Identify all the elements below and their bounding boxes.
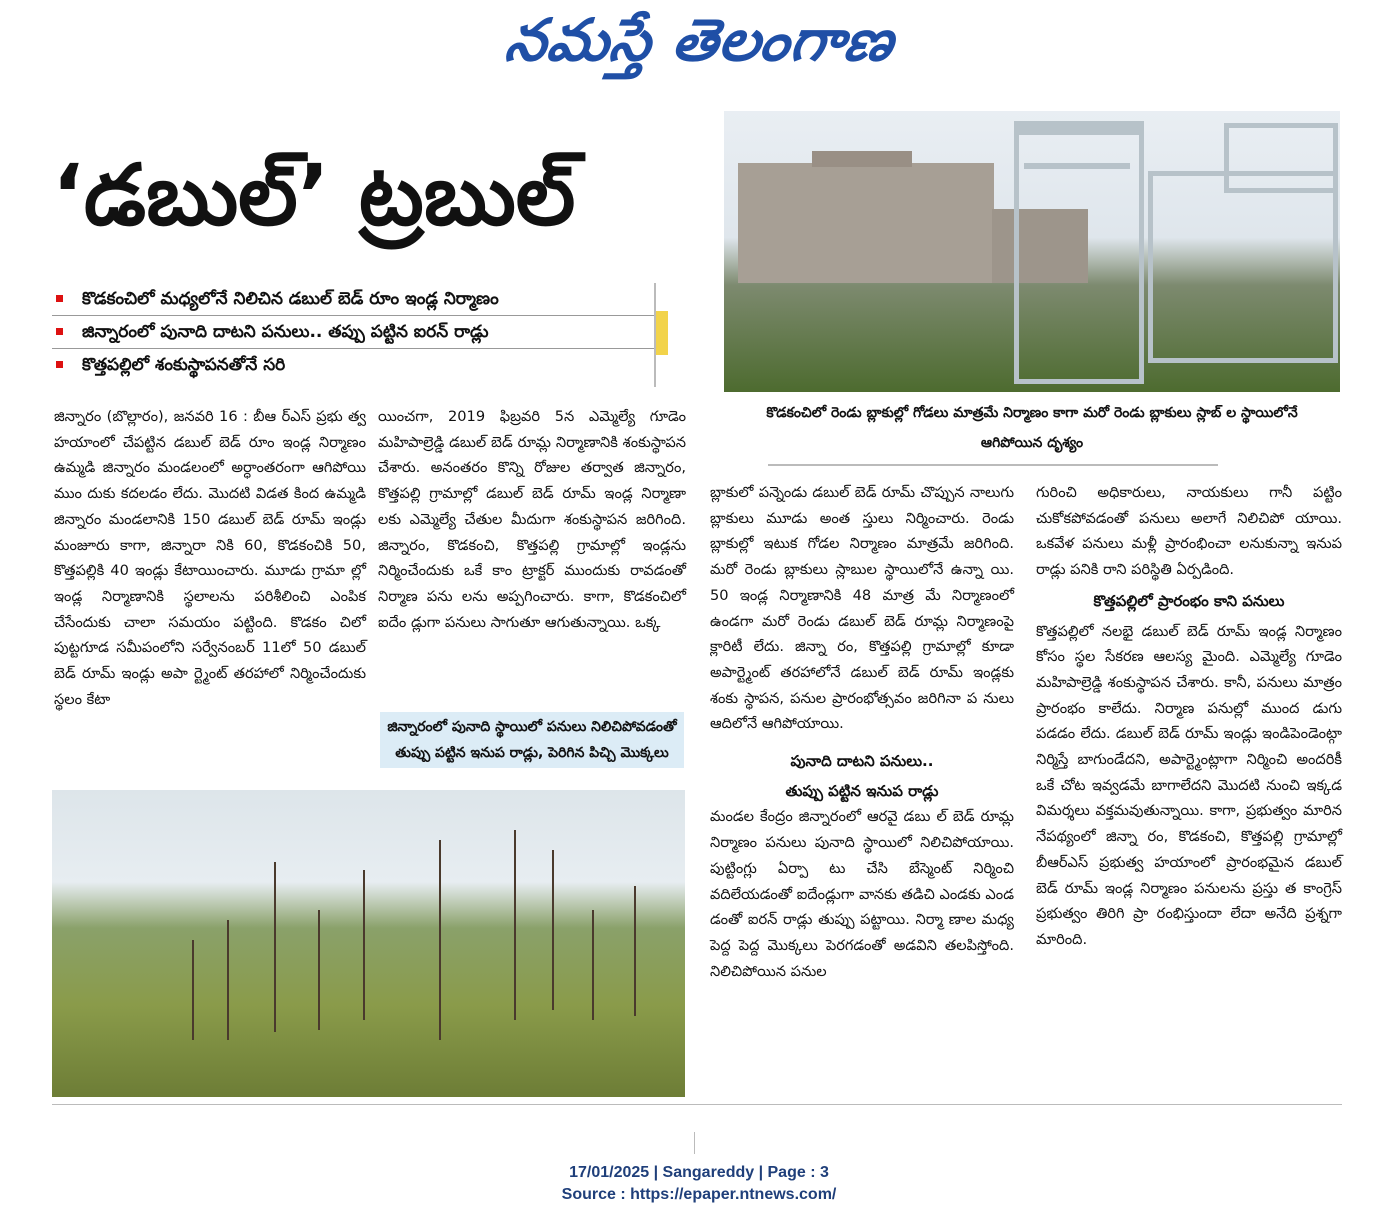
- article-column-4: గురించి అధికారులు, నాయకులు గానీ పట్టిం చుకోకపోవడంతో పనులు అలాగే నిలిచిపో యాయి. ఒకవేళ పనులు మళ్లీ ప్రారంభించా లనుకున్నా ఇనుప రాడ్లు పనికి రాని పరిస్థితి ఏర్పడింది. కొత్తపల్లిలో ప్రారంభం కాని పనులు కొత్తపల్లిలో నలభై డబుల్ బెడ్ రూమ్ ఇండ్ల నిర్మాణం కోసం స్థల సేకరణ ఆలస్య మైంది. ఎమ్మెల్యే గూడెం మహిపాల్రెడ్డి శంకుస్థాపన చేశారు. కానీ, పనులు మాత్రం ప్రారంభం కాలేదు. నిర్మాణ పనుల్లో ముంద డుగు పడడం లేదు. డబుల్ బెడ్ రూమ్ ఇండ్లు ఇండిపెండెంట్గా నిర్మిస్తే బాగుండేదని, అపార్ట్మెంట్లాగా నిర్మించి అందరికీ ఒకే చోట ఇవ్వడమే బాగాలేదని మొదటి నుంచి ఇక్కడ విమర్శలు వక్తమవుతున్నాయి. కాగా, ప్రభుత్వం మారిన నేపథ్యంలో జిన్నా రం, కొడకంచి, కొత్తపల్లి గ్రామాల్లో బీఆర్ఎస్ ప్రభుత్వ హయాంలో ప్రారంభమైన డబుల్ బెడ్ రూమ్ ఇండ్ల నిర్మాణం పనులను ప్రస్తు త కాంగ్రెస్ ప్రభుత్వం తిరిగి ప్రా రంభిస్తుందా లేదా అనేది ప్రశ్నగా మారింది.: [1036, 484, 1342, 948]
- bullet-accent-bar: [656, 311, 668, 355]
- section-subhead: తుప్పు పట్టిన ఇనుప రాడ్లు: [785, 781, 939, 800]
- article-column-3: బ్లాకులో పన్నెండు డబుల్ బెడ్ రూమ్ చొప్పున నాలుగు బ్లాకులు మూడు అంత స్తులు నిర్మించారు. రెండు బ్లాకుల్లో ఇటుక గోడల నిర్మాణం మాత్రమే జరిగింది. మరో రెండు బ్లాకులు స్లాబుల స్థాయిలోనే ఉన్నా యి. 50 ఇండ్ల నిర్మాణానికి 48 మాత్ర మే నిర్మాణంలో ఉండగా మరో రెండు డబుల్ బెడ్ రూమ్ల నిర్మాణంపై క్లారిటీ లేదు. జిన్నా రం, కొత్తపల్లి గ్రామాల్లో కూడా అపార్ట్మెంట్ తరహాలోనే డబుల్ బెడ్ రూమ్ ఇండ్లకు శంకు స్థాపన, పనుల ప్రారంభోత్సవం జరిగినా ప నులు ఆదిలోనే ఆగిపోయాయి. పునాది దాటని పనులు.. తుప్పు పట్టిన ఇనుప రాడ్లు మండల కేంద్రం జిన్నారంలో ఆరవై డబు ల్ బెడ్ రూమ్ల నిర్మాణం పనులు పునాది స్థాయిలో నిలిచిపోయాయి. పుట్టింగ్లు ఏర్పా టు చేసి బేస్మెంట్ నిర్మించి వదిలేయడంతో ఐదేండ్లుగా వానకు తడిచి ఎండకు ఎండ డంతో ఐరన్ రాడ్లు తుప్పు పట్టాయి. నిర్మా ణాల మధ్య పెద్ద పెద్ద మొక్కలు పెరగడంతో అడవిని తలపిస్తోంది. నిలిచిపోయిన పనుల: [710, 484, 1014, 980]
- page-footer: [0, 1162, 1398, 1206]
- photo-mid-caption: జిన్నారంలో పునాది స్థాయిలో పనులు నిలిచిపోవడంతో తుప్పు పట్టిన ఇనుప రాడ్లు, పెరిగిన పిచ్చి మొక్కలు: [380, 712, 684, 768]
- footer-source-line: Source : https://epaper.ntnews.com/: [561, 1186, 837, 1203]
- section-subhead: కొత్తపల్లిలో ప్రారంభం కాని పనులు: [1093, 591, 1285, 610]
- article-column-1: జిన్నారం (బొల్లారం), జనవరి 16 : బీఆ ర్ఎస్ ప్రభు త్వ హయాంలో చేపట్టిన డబుల్ బెడ్ రూం ఇండ్ల నిర్మాణం ఉమ్మడి జిన్నారం మండలంలో అర్ధాంతరంగా ఆగిపోయి ముం దుకు కదలడం లేదు. మొదటి విడత కింద ఉమ్మడి జిన్నారం మండలానికి 150 డబుల్ బెడ్ రూమ్ ఇండ్లు మంజూరు కాగా, జిన్నారా నికి 60, కొడకంచికి 50, కొత్తపల్లికి 40 ఇండ్లు కేటాయించారు. మూడు గ్రామా ల్లో ఇండ్ల నిర్మాణానికి స్థలాలను పరిశీలించి ఎంపిక చేసేందుకు చాలా సమయం పట్టింది. కొడకం చిలో పుట్టగూడ సమీపంలోని సర్వేనంబర్ 11లో 50 డబుల్ బెడ్ రూమ్ ఇండ్లు అపా ర్ట్మెంట్ తరహాలో నిర్మించేందుకు స్థలం కేటా: [54, 408, 366, 708]
- section-subhead: పునాది దాటని పనులు..: [790, 752, 934, 771]
- page-bottom-rule: [52, 1104, 1342, 1105]
- masthead: [0, 0, 1398, 88]
- newspaper-logo: నమస్తే తెలంగాణ: [501, 6, 899, 74]
- photo-kodakanchi-buildings: [724, 111, 1340, 392]
- article-headline: ‘డబుల్’ ట్రబుల్: [52, 146, 576, 244]
- bullet-square-icon: [56, 295, 63, 302]
- bullet-item: కొత్తపల్లిలో శంకుస్థాపనతోనే సరి: [52, 349, 654, 381]
- bullet-square-icon: [56, 361, 63, 368]
- photo-jinnaram-rusted-rods: [52, 790, 685, 1097]
- column-divider: [768, 464, 1218, 466]
- bullet-item: జిన్నారంలో పునాది దాటని పనులు.. తప్పు పట్టిన ఐరన్ రాడ్లు: [52, 316, 654, 349]
- column-divider: [694, 1132, 695, 1154]
- bullet-item: కొడకంచిలో మధ్యలోనే నిలిచిన డబుల్ బెడ్ రూం ఇండ్ల నిర్మాణం: [52, 283, 654, 316]
- photo-top-caption: కొడకంచిలో రెండు బ్లాకుల్లో గోడలు మాత్రమే నిర్మాణం కాగా మరో రెండు బ్లాకులు స్లాబ్ ల స్థాయిలోనే ఆగిపోయిన దృశ్యం: [766, 405, 1298, 451]
- bullet-square-icon: [56, 328, 63, 335]
- article-column-2: యించగా, 2019 ఫిబ్రవరి 5న ఎమ్మెల్యే గూడెం మహిపాల్రెడ్డి డబుల్ బెడ్ రూమ్ల నిర్మాణానికి శంకుస్థాపన చేశారు. అనంతరం కొన్ని రోజుల తర్వాత జిన్నారం, కొత్తపల్లి గ్రామాల్లో డబుల్ బెడ్ రూమ్ ఇండ్ల నిర్మాణా లకు ఎమ్మెల్యే చేతుల మీదుగా శంకుస్థాపన జరిగింది. జిన్నారం, కొడకంచి, కొత్తపల్లి గ్రామాల్లో ఇండ్లను నిర్మించేందుకు ఒకే కాం ట్రాక్టర్ ముందుకు రావడంతో నిర్మాణ పను లను అప్పగించారు. కాగా, కొడకంచిలో ఐదేం డ్లుగా పనులు సాగుతూ ఆగుతున్నాయి. ఒక్క: [378, 408, 686, 631]
- footer-date-line: 17/01/2025 | Sangareddy | Page : 3: [569, 1164, 829, 1181]
- article-bullets: [52, 283, 656, 387]
